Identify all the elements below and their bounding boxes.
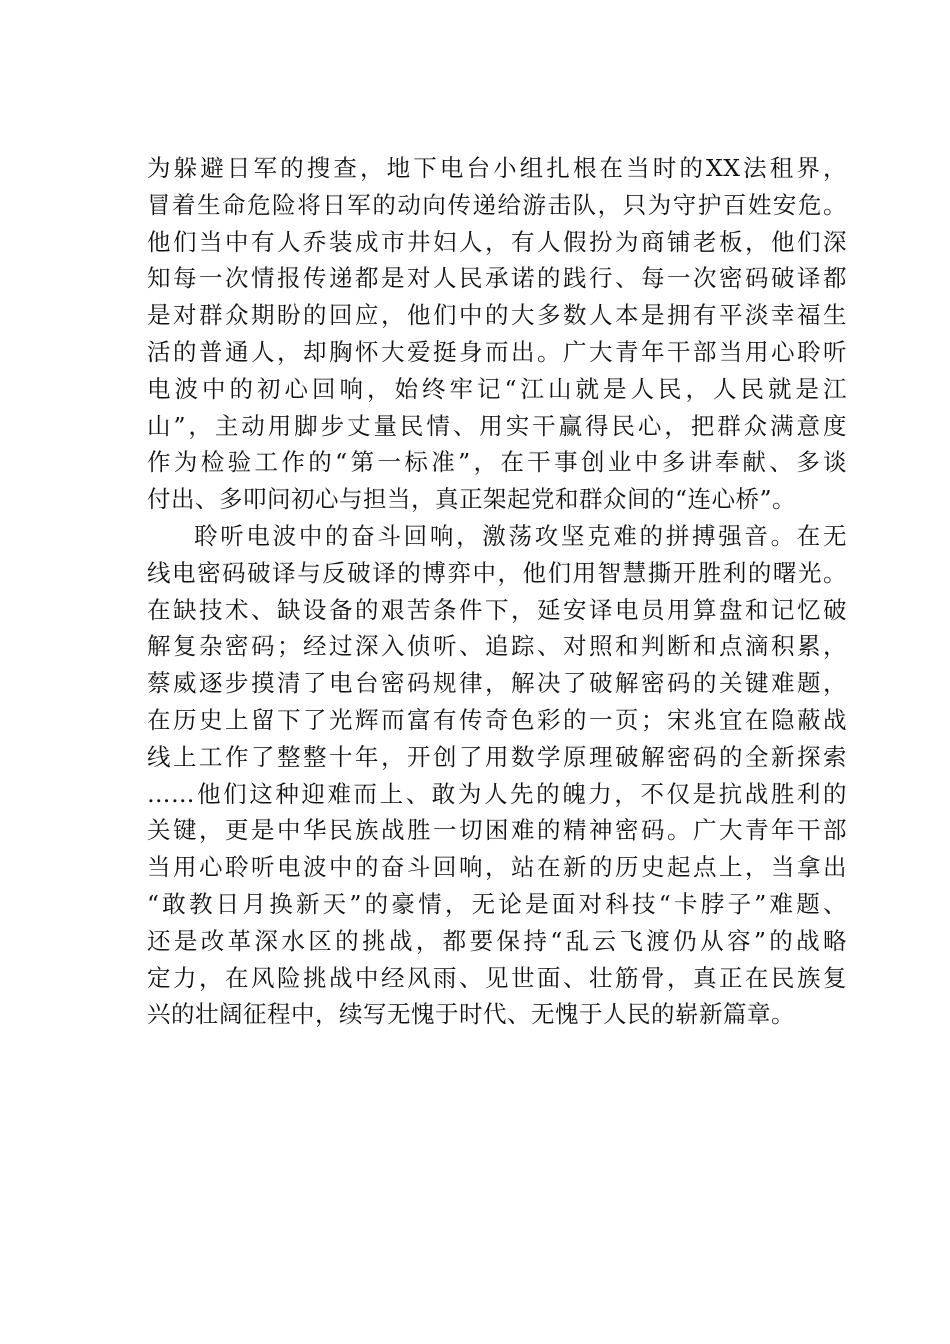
paragraph-2-line-7: 线上工作了整整十年，开创了用数学原理破解密码的全新探索 [147, 742, 847, 771]
paragraph-2-line-14: 兴的壮阔征程中，续写无愧于时代、无愧于人民的崭新篇章。 [147, 1000, 795, 1029]
paragraph-1-line-9: 作为检验工作的“第一标准”，在干事创业中多讲奉献、多谈 [147, 448, 847, 477]
paragraph-2-line-4: 解复杂密码；经过深入侦听、追踪、对照和判断和点滴积累， [147, 632, 847, 661]
paragraph-1-line-1: 为躲避日军的搜查，地下电台小组扎根在当时的XX法租界， [147, 154, 847, 182]
paragraph-2-line-3: 在缺技术、缺设备的艰苦条件下，延安译电员用算盘和记忆破 [147, 595, 847, 624]
paragraph-2-line-2: 线电密码破译与反破译的博弈中，他们用智慧撕开胜利的曙光。 [147, 558, 847, 587]
paragraph-1-line-5: 是对群众期盼的回应，他们中的大多数人本是拥有平淡幸福生 [147, 301, 847, 330]
paragraph-2-line-8: ……他们这种迎难而上、敢为人先的魄力，不仅是抗战胜利的 [147, 779, 847, 808]
paragraph-2-line-6: 在历史上留下了光辉而富有传奇色彩的一页；宋兆宜在隐蔽战 [147, 705, 847, 734]
paragraph-1-line-7: 电波中的初心回响，始终牢记“江山就是人民，人民就是江 [147, 374, 847, 403]
paragraph-1-line-8: 山”，主动用脚步丈量民情、用实干赢得民心，把群众满意度 [147, 411, 847, 440]
paragraph-1-line-6: 活的普通人，却胸怀大爱挺身而出。广大青年干部当用心聆听 [147, 337, 847, 366]
paragraph-1-line-2: 冒着生命危险将日军的动向传递给游击队，只为守护百姓安危。 [147, 190, 847, 219]
paragraph-1-line-3: 他们当中有人乔装成市井妇人，有人假扮为商铺老板，他们深 [147, 227, 847, 256]
paragraph-2-line-1: 聆听电波中的奋斗回响，激荡攻坚克难的拼搏强音。在无 [194, 521, 847, 550]
paragraph-2-line-10: 当用心聆听电波中的奋斗回响，站在新的历史起点上，当拿出 [147, 853, 847, 882]
paragraph-2-line-5: 蔡威逐步摸清了电台密码规律，解决了破解密码的关键难题， [147, 669, 847, 698]
paragraph-2-line-13: 定力，在风险挑战中经风雨、见世面、壮筋骨，真正在民族复 [147, 963, 847, 992]
body-text [147, 150, 847, 1033]
paragraph-2-line-12: 还是改革深水区的挑战，都要保持“乱云飞渡仍从容”的战略 [147, 926, 847, 955]
paragraph-2-line-9: 关键，更是中华民族战胜一切困难的精神密码。广大青年干部 [147, 816, 847, 845]
paragraph-1-line-10: 付出、多叩问初心与担当，真正架起党和群众间的“连心桥”。 [147, 485, 797, 514]
paragraph-1-line-4: 知每一次情报传递都是对人民承诺的践行、每一次密码破译都 [147, 264, 847, 293]
paragraph-2-line-11: “敢教日月换新天”的豪情，无论是面对科技“卡脖子”难题、 [147, 889, 847, 918]
